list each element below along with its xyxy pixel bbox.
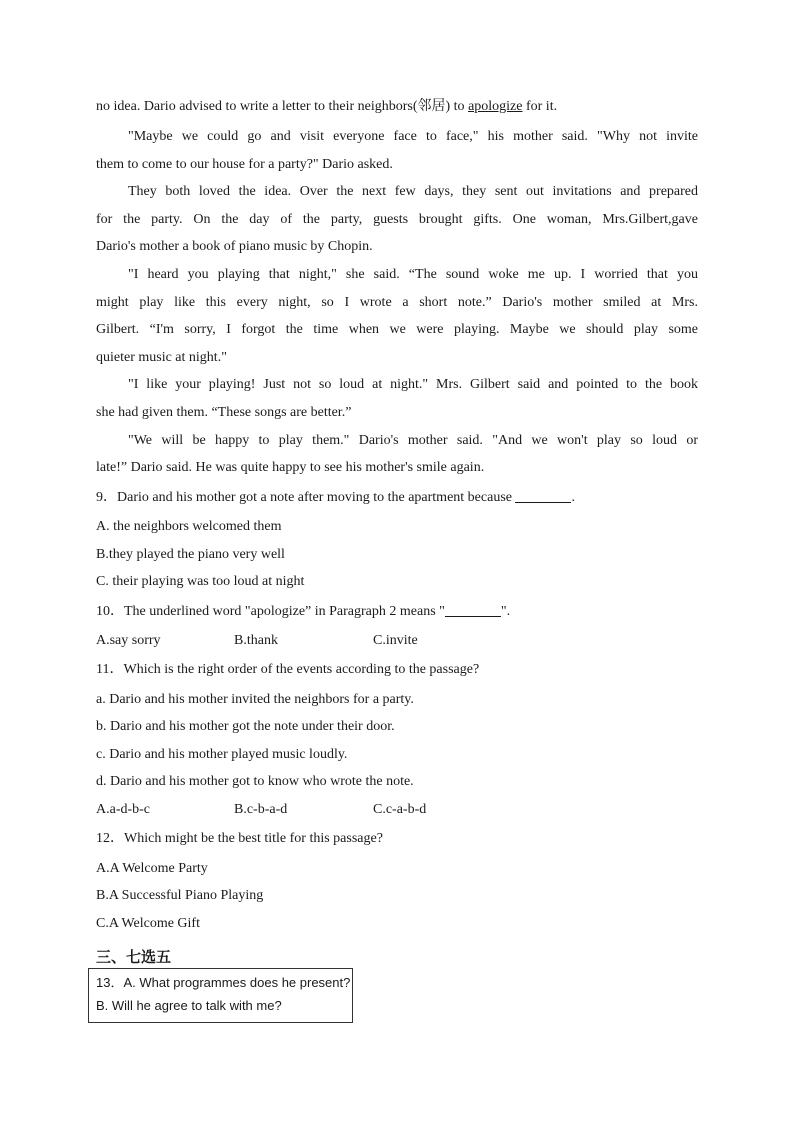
passage-line: "We will be happy to play them." Dario's mother said. "And we won't play so loud or [128, 433, 698, 448]
passage-line: Gilbert. “I'm sorry, I forgot the time when we were playing. Maybe we should play some [96, 322, 698, 337]
option-a: A.a-d-b-c [96, 802, 151, 817]
option-b: B.they played the piano very well [96, 547, 285, 562]
option-b: B.A Successful Piano Playing [96, 888, 264, 903]
question-11: 11．Which is the right order of the events according to the passage? [96, 662, 480, 677]
passage-line: They both loved the idea. Over the next few days, they sent out invitations and prepared [128, 184, 698, 199]
option-a: A.say sorry [96, 633, 161, 648]
event-a: a. Dario and his mother invited the neighbors for a party. [96, 692, 414, 707]
option-c: C.invite [373, 633, 418, 648]
answer-blank[interactable] [515, 488, 571, 503]
event-b: b. Dario and his mother got the note under their door. [96, 719, 395, 734]
passage-text: for it. [522, 99, 558, 114]
box-option-b: B. Will he agree to talk with me? [96, 998, 282, 1013]
passage-line: "Maybe we could go and visit everyone face to face," his mother said. "Why not invite [128, 129, 698, 144]
option-b: B.thank [234, 633, 278, 648]
answer-blank[interactable] [445, 602, 501, 617]
passage-line: them to come to our house for a party?" Dario asked. [96, 157, 393, 172]
passage-line: Dario's mother a book of piano music by Chopin. [96, 239, 373, 254]
underlined-word: apologize [468, 99, 523, 114]
passage-line: for the party. On the day of the party, guests brought gifts. One woman, Mrs.Gilbert,gave [96, 212, 698, 227]
option-a: A.A Welcome Party [96, 861, 208, 876]
passage-line [96, 98, 557, 116]
option-c: C.A Welcome Gift [96, 916, 200, 931]
option-b: B.c-b-a-d [234, 802, 288, 817]
passage-line: late!” Dario said. He was quite happy to see his mother's smile again. [96, 460, 485, 475]
option-c: C.c-a-b-d [373, 802, 427, 817]
option-a: A. the neighbors welcomed them [96, 519, 282, 534]
question-12: 12．Which might be the best title for this passage? [96, 831, 383, 846]
question-punct: ". [500, 604, 511, 619]
options-box [88, 968, 353, 1023]
passage-line: "I like your playing! Just not so loud at night." Mrs. Gilbert said and pointed to the book [128, 377, 698, 392]
passage-line: might play like this every night, so I wrote a short note.” Dario's mother smiled at Mrs. [96, 295, 698, 310]
passage-line: "I heard you playing that night," she said. “The sound woke me up. I worried that you [128, 267, 698, 282]
option-c: C. their playing was too loud at night [96, 574, 305, 589]
question-text: 10．The underlined word "apologize” in Paragraph 2 means " [96, 604, 445, 619]
event-d: d. Dario and his mother got to know who wrote the note. [96, 774, 414, 789]
question-punct: . [571, 490, 575, 505]
question-text: 9．Dario and his mother got a note after moving to the apartment because [96, 490, 512, 505]
question-9 [96, 488, 575, 507]
passage-line: quieter music at night." [96, 350, 227, 365]
box-option-a: 13．A. What programmes does he present? [96, 975, 351, 990]
section-title: 三、七选五 [96, 948, 172, 966]
passage-line: she had given them. “These songs are better.” [96, 405, 352, 420]
passage-text: no idea. Dario advised to write a letter to their neighbors(邻居) to [96, 99, 469, 114]
question-10 [96, 602, 510, 621]
event-c: c. Dario and his mother played music loudly. [96, 747, 348, 762]
